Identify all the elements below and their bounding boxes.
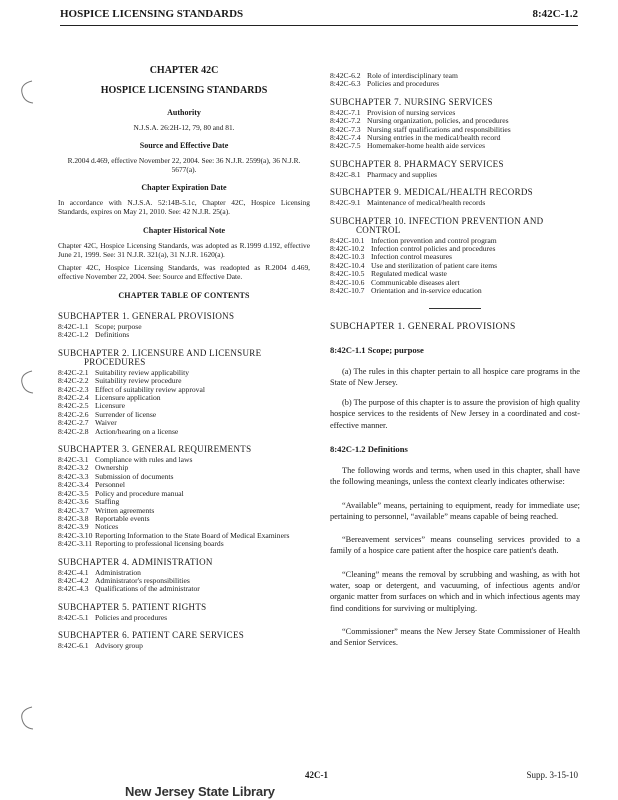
library-stamp: New Jersey State Library [125,784,275,799]
subchapter-title: SUBCHAPTER 8. PHARMACY SERVICES [330,158,504,169]
subchapter-title: SUBCHAPTER 10. INFECTION PREVENTION AND [330,215,544,226]
toc-entry: 8:42C-2.2 Suitability review procedure [58,376,182,386]
subchapter-title-cont: PROCEDURES [84,356,146,367]
definition: “Commissioner” means the New Jersey State Commissioner of Health and Senior Services. [330,626,580,648]
body-subchapter-title: SUBCHAPTER 1. GENERAL PROVISIONS [330,321,516,332]
toc-entry: 8:42C-3.3 Submission of documents [58,471,174,481]
toc-subchapter-3 [58,445,310,548]
subchapter-title: SUBCHAPTER 3. GENERAL REQUIREMENTS [58,444,252,455]
toc-entry: 8:42C-1.2 Definitions [58,330,130,340]
history-text: Chapter 42C, Hospice Licensing Standards, was readopted as R.2004 d.469, effective November 22, 2004. See: Source and Effective Date. [58,263,310,281]
toc-subchapter-2 [58,349,310,436]
subchapter-title: SUBCHAPTER 6. PATIENT CARE SERVICES [58,630,245,641]
toc-entry: 8:42C-2.6 Surrender of license [58,409,157,419]
toc-subchapter-9 [330,188,580,207]
toc-heading: CHAPTER TABLE OF CONTENTS [118,291,250,300]
section-heading: 8:42C-1.2 Definitions [330,443,408,454]
definition: “Available” means, pertaining to equipment, ready for immediate use; pertaining to personnel, “available” means capable of being reached. [330,500,580,521]
toc-entry: 8:42C-5.1 Policies and procedures [58,612,168,622]
running-header [60,8,578,24]
right-column [330,72,580,658]
expiration-heading: Chapter Expiration Date [141,183,227,192]
toc-entry: 8:42C-10.6 Communicable diseases alert [330,277,460,287]
expiration-text: In accordance with N.J.S.A. 52:14B-5.1c, Chapter 42C, Hospice Licensing Standards, expires on May 21, 2010. See: 42 N.J.R. 25(a). [58,198,310,216]
toc-entry: 8:42C-10.3 Infection control measures [330,252,452,262]
toc-entry: 8:42C-8.1 Pharmacy and supplies [330,169,438,179]
paragraph: (b) The purpose of this chapter is to assure the provision of high quality hospice services to the residents of New Jersey in a coordinated and cost-effective manner. [330,398,580,430]
toc-entry: 8:42C-3.2 Ownership [58,463,129,473]
toc-entry: 8:42C-3.9 Notices [58,522,119,532]
source-text: R.2004 d.469, effective November 22, 2004. See: 36 N.J.R. 2599(a), 36 N.J.R. 5677(a). [67,156,301,174]
toc-entry: 8:42C-2.4 Licensure application [58,393,161,403]
toc-entry: 8:42C-2.5 Licensure [58,401,125,411]
toc-entry: 8:42C-10.1 Infection prevention and control program [330,235,497,245]
toc-entry: 8:42C-2.8 Action/hearing on a license [58,426,179,436]
definition: “Cleaning” means the removal by scrubbing and washing, as with hot water, soap or detergent, and vacuuming, of infectious agents and/or organic matter from surfaces on which and in which infectious agents may find conditions for surviving or multiplying. [330,569,580,613]
toc-entry: 8:42C-4.2 Administrator's responsibilities [58,575,190,585]
source-heading: Source and Effective Date [139,141,229,150]
left-column [58,66,310,660]
toc-subchapter-10 [330,217,580,296]
history-heading: Chapter Historical Note [142,226,226,235]
paragraph: The following words and terms, when used in this chapter, shall have the following meanings, unless the context clearly indicates otherwise: [330,465,580,487]
toc-entry: 8:42C-3.8 Reportable events [58,513,150,523]
history-text: Chapter 42C, Hospice Licensing Standards, was adopted as R.1999 d.192, effective June 21, 1999. See: 31 N.J.R. 321(a), 31 N.J.R. 1620(a). [58,241,310,259]
chapter-title: HOSPICE LICENSING STANDARDS [100,85,268,96]
toc-entry: 8:42C-3.5 Policy and procedure manual [58,488,184,498]
subchapter-title: SUBCHAPTER 7. NURSING SERVICES [330,96,493,107]
toc-entry: 8:42C-6.1 Advisory group [58,641,143,651]
authority-text: N.J.S.A. 26:2H-12, 79, 80 and 81. [133,123,235,132]
header-rule [60,25,578,26]
subchapter-title-cont: CONTROL [356,224,401,235]
toc-subchapter-8 [330,160,580,179]
toc-entry: 8:42C-3.11 Reporting to professional licensing boards [58,539,224,549]
toc-entry: 8:42C-4.1 Administration [58,567,141,577]
authority-heading: Authority [167,108,201,117]
toc-entry: 8:42C-7.1 Provision of nursing services [330,107,456,117]
toc-entry: 8:42C-7.3 Nursing staff qualifications and responsibilities [330,124,511,134]
section-separator [429,308,481,309]
toc-entry: 8:42C-3.1 Compliance with rules and laws [58,455,193,465]
toc-entry: 8:42C-7.5 Homemaker-home health aide services [330,141,486,151]
toc-entry: 8:42C-10.7 Orientation and in-service education [330,286,482,296]
toc-entry: 8:42C-10.2 Infection control policies and procedures [330,244,496,254]
page-number: 42C-1 [305,770,328,780]
toc-entry: 8:42C-7.4 Nursing entries in the medical/health record [330,133,501,143]
toc-entry: 8:42C-1.1 Scope; purpose [58,322,142,331]
toc-subchapter-1 [58,312,310,340]
subchapter-title: SUBCHAPTER 5. PATIENT RIGHTS [58,601,207,612]
toc-entry: 8:42C-3.7 Written agreements [58,505,155,515]
subchapter-title: SUBCHAPTER 2. LICENSURE AND LICENSURE [58,347,262,358]
toc-subchapter-4 [58,558,310,594]
paragraph: (a) The rules in this chapter pertain to all hospice care programs in the State of New Jersey. [330,366,580,387]
subchapter-title: SUBCHAPTER 9. MEDICAL/HEALTH RECORDS [330,187,533,198]
chapter-number: CHAPTER 42C [149,65,219,76]
toc-entry: 8:42C-6.3 Policies and procedures [330,79,440,89]
toc-entry: 8:42C-7.2 Nursing organization, policies, and procedures [330,116,509,126]
subchapter-title: SUBCHAPTER 4. ADMINISTRATION [58,556,213,567]
toc-subchapter-6-continued [330,72,580,89]
toc-entry: 8:42C-4.3 Qualifications of the administrator [58,584,200,594]
punch-hole-mark [18,704,38,732]
punch-hole-mark [18,368,38,396]
toc-entry: 8:42C-2.1 Suitability review applicability [58,367,190,377]
toc-entry: 8:42C-6.2 Role of interdisciplinary team [330,71,458,80]
punch-hole-mark [18,78,38,106]
header-title: HOSPICE LICENSING STANDARDS [60,8,244,20]
toc-entry: 8:42C-2.3 Effect of suitability review approval [58,384,205,394]
toc-subchapter-6 [58,631,310,650]
definition: “Bereavement services” means counseling services provided to a family of a hospice care patient after the hospice care patient's death. [330,535,580,556]
toc-entry: 8:42C-3.6 Staffing [58,497,120,507]
toc-subchapter-5 [58,603,310,622]
toc-entry: 8:42C-3.10 Reporting Information to the State Board of Medical Examiners [58,530,290,540]
subchapter-title: SUBCHAPTER 1. GENERAL PROVISIONS [58,311,235,321]
toc-entry: 8:42C-9.1 Maintenance of medical/health records [330,198,486,208]
toc-entry: 8:42C-3.4 Personnel [58,480,125,490]
header-section-number: 8:42C-1.2 [532,8,578,20]
toc-entry: 8:42C-10.4 Use and sterilization of patient care items [330,260,498,270]
supplement-date: Supp. 3-15-10 [526,770,578,780]
section-heading: 8:42C-1.1 Scope; purpose [330,344,424,355]
toc-entry: 8:42C-10.5 Regulated medical waste [330,269,447,279]
toc-subchapter-7 [330,98,580,151]
toc-entry: 8:42C-2.7 Waiver [58,418,117,428]
